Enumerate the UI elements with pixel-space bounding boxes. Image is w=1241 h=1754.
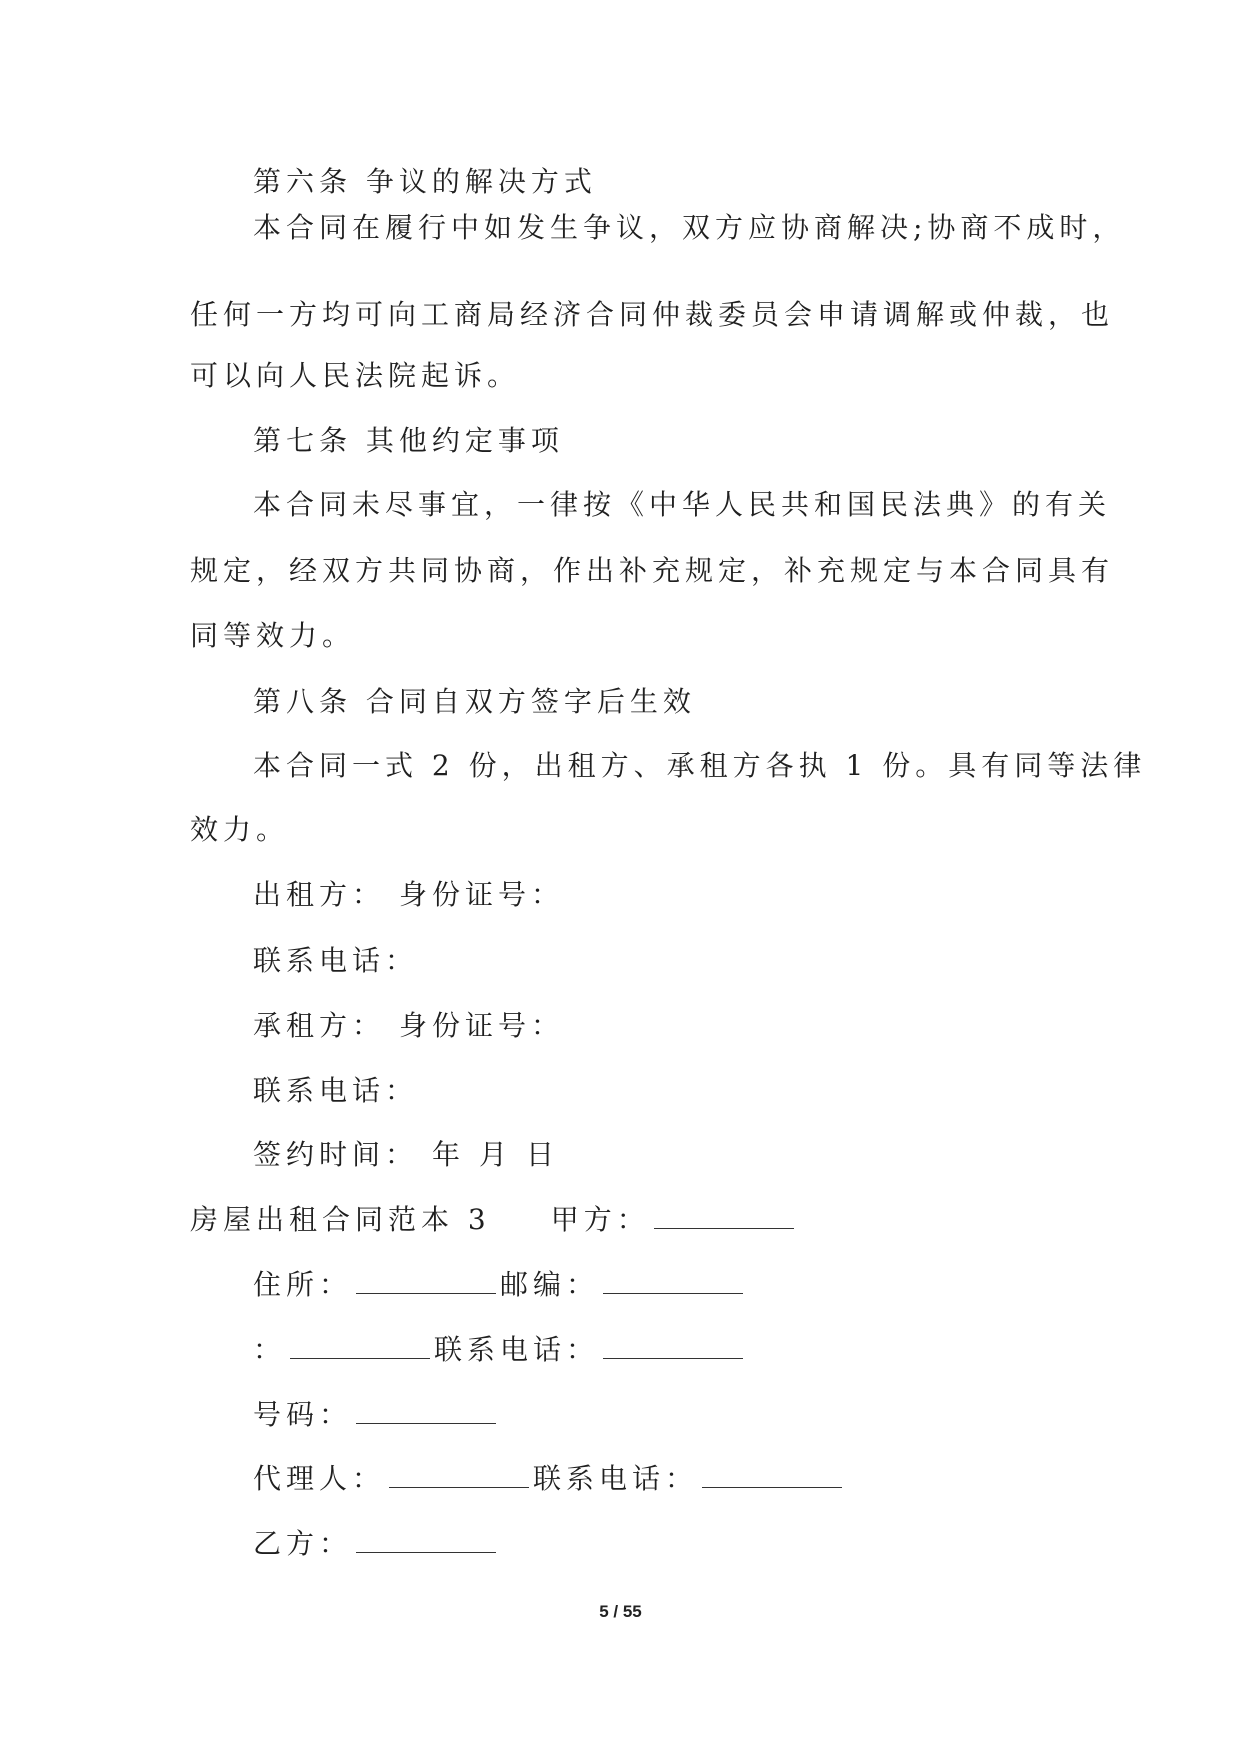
form-title-line <box>190 1202 798 1238</box>
paragraph-line: 效力。 <box>190 813 290 846</box>
phone-blank <box>603 1336 743 1359</box>
lessee-label: 承租方： <box>253 1009 386 1042</box>
number-line <box>253 1397 500 1433</box>
lessor-phone-label: 联系电话： <box>253 944 419 977</box>
page-number: 5 / 55 <box>599 1602 642 1621</box>
paragraph-line: 本合同未尽事宜，一律按《中华人民共和国民法典》的有关 <box>253 488 1112 521</box>
party-b-label: 乙方： <box>253 1527 353 1560</box>
form-title: 房屋出租合同范本 3 <box>190 1203 491 1236</box>
agent-phone-blank <box>702 1465 842 1488</box>
paragraph-line: 同等效力。 <box>190 619 356 652</box>
lessee-phone-label: 联系电话： <box>253 1074 419 1107</box>
phone-label: 联系电话： <box>434 1333 600 1366</box>
month-label: 月 <box>479 1138 513 1171</box>
lessee-id-label: 身份证号： <box>399 1009 565 1042</box>
year-label: 年 <box>432 1138 466 1171</box>
number-label: 号码： <box>253 1398 353 1431</box>
lessor-id-label: 身份证号： <box>399 878 565 911</box>
day-label: 日 <box>526 1138 560 1171</box>
lessor-label: 出租方： <box>253 878 386 911</box>
party-a-blank <box>654 1206 794 1229</box>
sign-time-line <box>253 1137 559 1173</box>
address-label: 住所： <box>253 1268 353 1301</box>
agent-label: 代理人： <box>253 1462 386 1495</box>
sign-time-label: 签约时间： <box>253 1138 419 1171</box>
paragraph-line: 任何一方均可向工商局经济合同仲裁委员会申请调解或仲裁，也 <box>190 298 1115 331</box>
address-line <box>253 1267 747 1303</box>
article-8-heading: 第八条 合同自双方签字后生效 <box>253 685 696 718</box>
colon-blank <box>290 1336 430 1359</box>
article-6-heading: 第六条 争议的解决方式 <box>253 165 597 198</box>
agent-line <box>253 1461 846 1497</box>
colon-label: ： <box>253 1333 287 1366</box>
agent-phone-label: 联系电话： <box>533 1462 699 1495</box>
contact-line <box>253 1332 747 1368</box>
party-a-label: 甲方： <box>550 1203 650 1236</box>
number-blank <box>356 1401 496 1424</box>
paragraph-line: 可以向人民法院起诉。 <box>190 359 521 392</box>
lessee-line <box>253 1008 564 1044</box>
paragraph-line: 规定，经双方共同协商，作出补充规定，补充规定与本合同具有 <box>190 554 1115 587</box>
postcode-blank <box>603 1271 743 1294</box>
party-b-blank <box>356 1530 496 1553</box>
agent-blank <box>389 1465 529 1488</box>
article-7-heading: 第七条 其他约定事项 <box>253 424 564 457</box>
paragraph-line: 本合同在履行中如发生争议，双方应协商解决;协商不成时， <box>253 211 1126 244</box>
postcode-label: 邮编： <box>500 1268 600 1301</box>
lessor-line <box>253 877 564 913</box>
party-b-line <box>253 1526 500 1562</box>
address-blank <box>356 1271 496 1294</box>
paragraph-line: 本合同一式 2 份，出租方、承租方各执 1 份。具有同等法律 <box>253 749 1147 782</box>
